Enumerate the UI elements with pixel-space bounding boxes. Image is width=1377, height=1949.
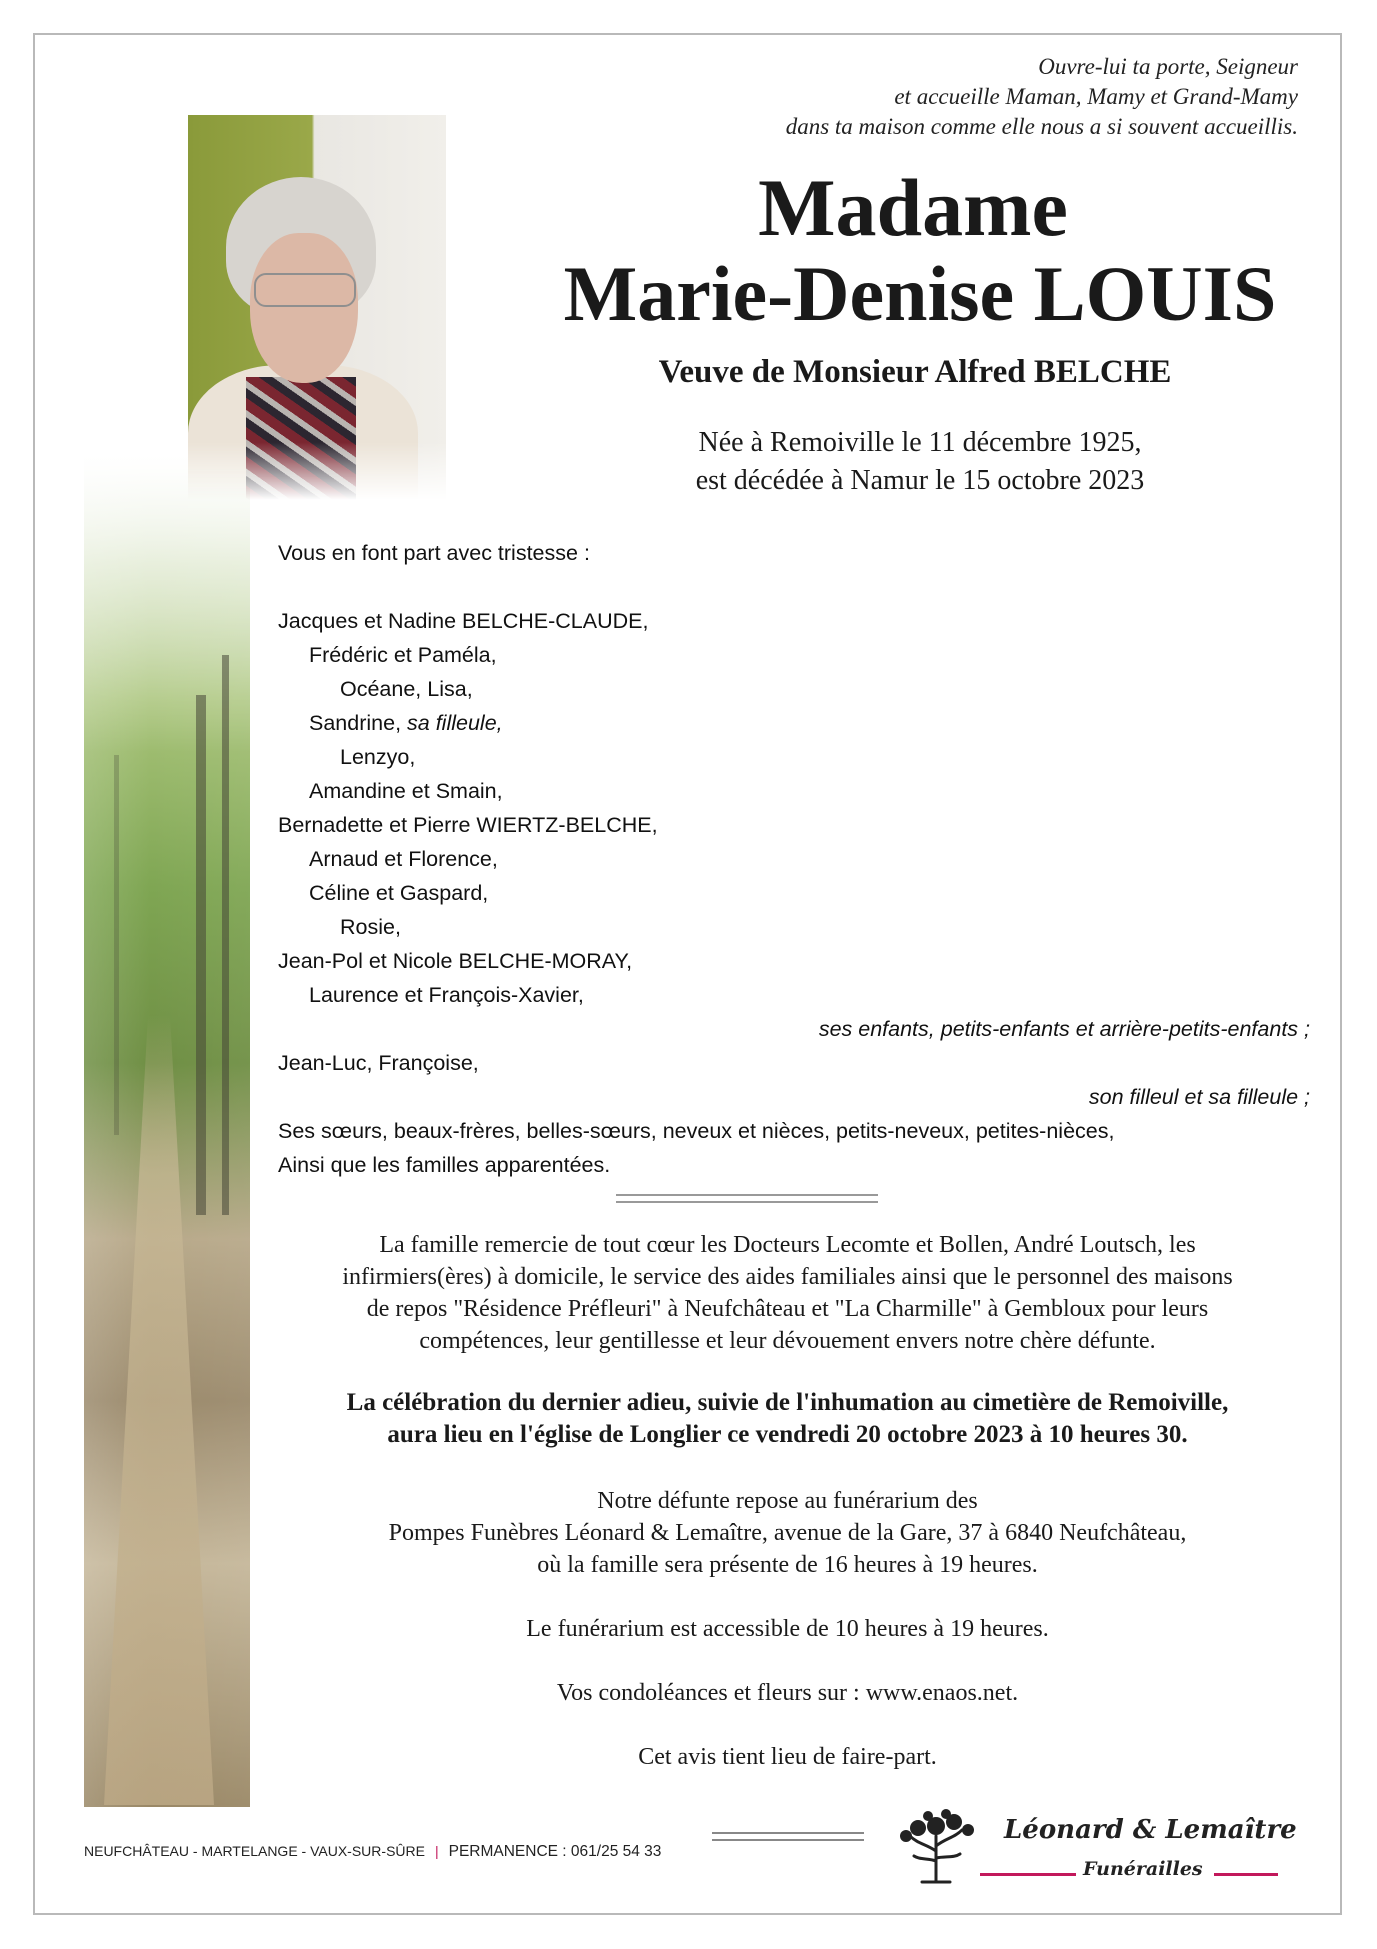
family-member-line <box>278 706 1318 740</box>
widow-line: Veuve de Monsieur Alfred BELCHE <box>658 354 1172 390</box>
brand-name: Léonard & Lemaître <box>1004 1815 1297 1845</box>
epigraph <box>786 52 1298 142</box>
family-line-text: ses enfants, petits-enfants et arrière-petits-enfants ; <box>818 1017 1310 1041</box>
brand-subtitle: Funérailles <box>1083 1858 1203 1880</box>
deceased-name: Marie-Denise LOUIS <box>563 250 1277 337</box>
family-line-text: son filleul et sa filleule ; <box>1088 1085 1310 1109</box>
footer-divider <box>712 1832 864 1841</box>
family-member-line <box>278 1148 1318 1182</box>
death-line: est décédée à Namur le 15 octobre 2023 <box>695 465 1145 496</box>
forest-path-image <box>84 455 250 1807</box>
family-line-text: Bernadette et Pierre WIERTZ-BELCHE, <box>278 813 658 837</box>
family-line-text: Ainsi que les familles apparentées. <box>278 1153 611 1177</box>
family-line-text: Amandine et Smain, <box>309 779 503 803</box>
birth-death-dates <box>580 424 1260 500</box>
footer-separator: | <box>434 1843 439 1859</box>
family-line-text: Frédéric et Paméla, <box>309 643 497 667</box>
family-member-line <box>278 740 1318 774</box>
family-line-text: Ses sœurs, beaux-frères, belles-sœurs, neveux et nièces, petits-neveux, petites-nièces, <box>278 1119 1115 1143</box>
family-line-text: Laurence et François-Xavier, <box>309 983 584 1007</box>
family-member-line <box>278 808 1318 842</box>
epigraph-line: Ouvre-lui ta porte, Seigneur <box>1038 54 1298 79</box>
family-line-text: Jean-Luc, Françoise, <box>278 1051 479 1075</box>
thanks-line: de repos "Résidence Préfleuri" à Neufchâteau et "La Charmille" à Gembloux pour leurs <box>366 1296 1209 1322</box>
epigraph-line: et accueille Maman, Mamy et Grand-Mamy <box>894 84 1298 109</box>
family-line-text: Céline et Gaspard, <box>309 881 489 905</box>
funerarium-line: Notre défunte repose au funérarium des <box>597 1488 978 1514</box>
funerarium-line: où la famille sera présente de 16 heures à 19 heures. <box>537 1552 1038 1578</box>
footer-locations: NEUFCHÂTEAU - MARTELANGE - VAUX-SUR-SÛRE <box>84 1843 425 1859</box>
thanks-line: compétences, leur gentillesse et leur dévouement envers notre chère défunte. <box>419 1328 1156 1354</box>
family-member-line <box>278 1046 1318 1080</box>
funerarium-paragraph <box>250 1485 1325 1581</box>
thanks-paragraph <box>250 1229 1325 1357</box>
epigraph-line: dans ta maison comme elle nous a si souvent accueillis. <box>785 114 1298 139</box>
family-member-line <box>278 876 1318 910</box>
family-member-line <box>278 944 1318 978</box>
family-member-line <box>278 910 1318 944</box>
ceremony-line: aura lieu en l'église de Longlier ce vendredi 20 octobre 2023 à 10 heures 30. <box>387 1421 1188 1448</box>
footer-contact <box>84 1843 661 1861</box>
thanks-line: infirmiers(ères) à domicile, le service des aides familiales ainsi que le personnel des maisons <box>342 1264 1233 1290</box>
family-line-text: Lenzyo, <box>340 745 416 769</box>
section-divider <box>616 1194 878 1203</box>
family-member-line <box>278 774 1318 808</box>
thanks-line: La famille remercie de tout cœur les Docteurs Lecomte et Bollen, André Loutsch, les <box>379 1232 1196 1258</box>
condolences-line: Vos condoléances et fleurs sur : www.enaos.net. <box>556 1680 1019 1706</box>
ceremony-paragraph <box>250 1387 1325 1451</box>
ceremony-line: La célébration du dernier adieu, suivie de l'inhumation au cimetière de Remoiville, <box>346 1389 1229 1416</box>
family-line-text: Rosie, <box>340 915 401 939</box>
family-line-text: Arnaud et Florence, <box>309 847 498 871</box>
family-member-line <box>278 638 1318 672</box>
birth-line: Née à Remoiville le 11 décembre 1925, <box>698 427 1142 458</box>
family-member-line <box>278 672 1318 706</box>
family-relation-label <box>278 1080 1318 1114</box>
family-relation-label <box>278 1012 1318 1046</box>
family-line-text: Océane, Lisa, <box>340 677 473 701</box>
family-intro: Vous en font part avec tristesse : <box>278 541 590 565</box>
family-member-line <box>278 842 1318 876</box>
tree-logo-icon <box>888 1806 984 1884</box>
faire-part-note: Cet avis tient lieu de faire-part. <box>638 1744 937 1770</box>
family-list <box>278 536 1318 1182</box>
title-madame: Madame <box>758 162 1068 253</box>
family-line-note: sa filleule, <box>407 711 503 735</box>
family-member-line <box>278 1114 1318 1148</box>
funerarium-line: Pompes Funèbres Léonard & Lemaître, avenue de la Gare, 37 à 6840 Neufchâteau, <box>388 1520 1187 1546</box>
brand-underline-left <box>980 1873 1076 1876</box>
footer-permanence: PERMANENCE : 061/25 54 33 <box>448 1843 662 1860</box>
portrait-photo <box>188 115 446 500</box>
family-member-line <box>278 604 1318 638</box>
family-member-line <box>278 978 1318 1012</box>
family-line-text: Sandrine, <box>309 711 408 735</box>
access-hours: Le funérarium est accessible de 10 heures à 19 heures. <box>526 1616 1049 1642</box>
family-line-text: Jacques et Nadine BELCHE-CLAUDE, <box>278 609 649 633</box>
family-line-text: Jean-Pol et Nicole BELCHE-MORAY, <box>278 949 633 973</box>
brand-underline-right <box>1214 1873 1278 1876</box>
